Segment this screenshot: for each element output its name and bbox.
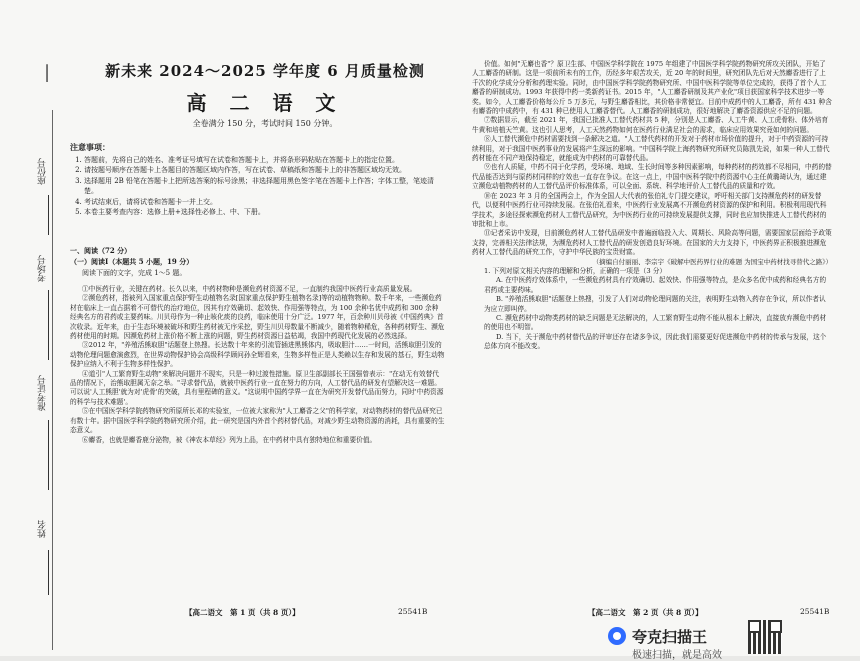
- exam-title: 新未来 2024～2025 学年度 6 月质量检测: [105, 62, 425, 80]
- paragraph: ④道引"人工繁育野生动物"来解决问题并不现实，只是一种过渡性措施。原卫生部副部长王国强曾表示："在动无有效替代品的情况下，治熊取胆属无奈之举。"寻求替代品，就被中医药行业一直在努力的方向，人工替代品的研发有望解决这一难题。可以说'人工熊胆'就为对'虎骨'的突破，具有里程碑的意义。"这说明中国药学界一直在为研究开发替代品而努力，同时'中药资源的科学与技术难题'。: [70, 369, 444, 406]
- scanner-brand: 夸克扫描王: [632, 628, 708, 646]
- scanner-slogan: 极速扫描，就是高效: [632, 650, 722, 661]
- side-exam-no-rule: [48, 290, 49, 360]
- question-stem: 1. 下列对原文相关内容的理解和分析，正确的一项是（3 分）: [484, 266, 667, 275]
- paragraph: ⑤在中国医学科学院药物研究所原所长邓的实验室，一位被大家称为"人工麝香之父"的科学家，对动物药材的替代品研究已有数十年。据中国医学科学院药物研究所介绍，此一研究是国内外首个药材替代品，对减少野生动物资源的消耗，具有重要的生态意义。: [70, 407, 445, 435]
- right-page-code: 25541B: [800, 607, 830, 616]
- scanner-logo-icon: [608, 627, 626, 645]
- reading-instruction: 阅读下面的文字，完成 1～5 题。: [82, 269, 187, 277]
- qr-code-icon: [748, 620, 782, 654]
- notes-item: 4. 考试结束后，请将试卷和答题卡一并上交。: [84, 197, 440, 208]
- punch-hole-mark: |: [44, 62, 51, 83]
- question-option: D. 当下，关于濒危中药材替代品的评审还存在诸多争议，因此我们需要更好促进濒危中药材的传承与发展，这个总体方向不能改变。: [484, 332, 827, 351]
- paragraph: ⑨也有人质疑，中药不同于化学药，受环境、地域、生长时间等多种因素影响，每种药材的药效都不尽相同，中药的替代品能否达到与原药材同样的疗效也一直存在争议。在这一点上，中国中医科学院中药资源中心主任黄璐琦认为，通过建立濒危动植物药材的人工替代品评价标准体系，可以全面、系统、科学地评价人工替代品的质量和疗效。: [472, 163, 832, 191]
- exam-subject: 高 二 语 文: [186, 91, 344, 115]
- paragraph: ②濒危药材，指被列入国家重点保护野生动植物名录[国家重点保护野生植物名录]等的动植物物种。数千年来，一些濒危药材在临床上一直占据着不可替代的治疗地位，因其有疗效确切、起效快、作用强等特点，为 100 余种名优中成药和 300 余种经典名方的君药或主要药味。川贝母作为一种止咳化痰的良药，临床使用十分广泛。1977 年，百余种川贝母被《中国药典》首次收录。近年来，由于生态环境被破坏和野生药材被无序采挖，野生川贝母数量不断减少，随着物种稀危，各种药材野生、濒危药材使用的时期。因濒危药材上涨价格不断上涨的问题，野生药材资源日益枯竭，我国中药现代化发展的必然选择。: [70, 294, 445, 341]
- notes-list: [70, 155, 440, 218]
- right-page-footer: 【高二语文 第 2 页（共 8 页）】: [588, 608, 703, 617]
- side-name-label: 姓名: [38, 520, 48, 538]
- side-name-rule: [48, 550, 49, 595]
- side-ticket-rule: [48, 420, 49, 490]
- right-page-body: [472, 60, 832, 352]
- left-page-code: 25541B: [398, 607, 428, 616]
- notes-item: 5. 本卷主要考查内容：选修上册+选择性必修上、中、下册。: [84, 207, 440, 218]
- question-option: B. "养殖活熊取胆"话题登上热搜，引发了人们对动物伦理问题的关注，表明野生动物入药存在争议，所以作者认为应立即叫停。: [484, 295, 826, 313]
- paragraph: 价值。如何"无麝也香"？原卫生部、中国医学科学院在 1975 年组建了中国医学科学院药物研究所攻关团队，开始了人工麝香的研制。这是一项前所未有的工作，历经多年艰苦攻关，近 20 年的时间里，研究团队先后对天然麝香进行了上千次的化学成分分析和药理实验。同时，由中国医学科学院药物研究所、中国中医科学院等单位完成的，获得了首个人工麝香的研制成功。1993 年获得中药一类新药证书。2015 年，"人工麝香研制及其产业化"项目获国家科学技术进步一等奖。如今，人工麝香价格每公斤 5 万多元，与野生麝香相比，其价格非常便宜。目前中成药中的人工麝香，所有 431 种含有麝香的中成药中，有 431 种已使用人工麝香替代。人工麝香的研制成功，很好地解决了麝香资源供应不足的问题。: [472, 60, 832, 116]
- paragraph: ⑧人工替代濒危中药材需要找到一条解决之道。"人工替代药材的开发对于药材市场价值的提升，对于中药资源的可持续利用，对于我国中医药事业的发展将产生深远的影响。"中国科学院上海药物研究所研究员陈凯先说，如果一种人工替代药材能在不同产地保持稳定，就能成为中药材的可靠替代品。: [472, 135, 830, 163]
- paragraph: ①中医药行业，关键在药材。长久以来，中药材物种是濒危药材资源不足，一直制约我国中医药行业高质量发展。: [82, 285, 417, 293]
- question-option: A. 在中医药疗效体系中，一些濒危药材具有疗效确切、起效快、作用强等特点，是众多名优中成药和经典名方的君药或主要药味。: [484, 276, 827, 294]
- side-exam-no-label: 考场号: [38, 255, 48, 282]
- notes-heading: 注意事项：: [70, 142, 110, 152]
- notes-item: 2. 请按题号顺序在答题卡上各题目的答题区域内作答，写在试卷、草稿纸和答题卡上的非答题区域均无效。: [84, 165, 440, 176]
- article-source: （摘编自付丽丽、李宗宇《破解中医药界行业的难题 为国宝中药材找寻替代之路》）: [592, 257, 832, 266]
- paragraph: ③2012 年，"养殖活熊取胆"话题登上热搜。长达数十年来的引流管插进黑熊体内，吸取胆汁……一时间，活熊取胆引发的动物伦理问题愈演愈烈，在世界动物保护协会高级科学顾问孙全辉看来，生物多样性正是人类赖以生存和发展的基石，野生动物保护应纳入不利于生物多样性保护。: [70, 341, 445, 369]
- section-heading: 一、阅读（72 分）: [70, 246, 132, 255]
- exam-subtitle: 全卷满分 150 分，考试时间 150 分钟。: [192, 119, 338, 128]
- paragraph: ⑪记者采访中发现，目前濒危药材人工替代品研发中普遍面临投入大、周期长、风险高等问题，需要国家层面给予政策支持，完善相关法律法规，为濒危药材人工替代品的研发创造良好环境。在国家的大力支持下，中医药界正积极推进濒危药材人工替代品的研究工作，守护中华民族的宝贵财富。: [472, 229, 832, 257]
- question-option: C. 濒危药材中动物类药材的缺乏问题是无法解决的，人工繁育野生动物不能从根本上解决，直接放弃濒危中药材的使用也不明智。: [484, 313, 827, 332]
- paragraph: ⑦数据显示，截至 2021 年，我国已批准人工替代药材共 5 种，分别是人工麝香、人工牛黄、人工虎骨粉、体外培育牛黄和培植天竺黄。这也引人思考，人工天然药物如何在医药行业满足社会的需求，临床应用效果究竟如何的问题。: [472, 116, 829, 134]
- subsection-heading: （一）阅读Ⅰ（本题共 5 小题，19 分）: [70, 257, 194, 266]
- notes-block: [70, 142, 440, 218]
- left-page-body: [70, 285, 445, 445]
- side-ticket-label: 准考证号: [38, 375, 48, 411]
- paragraph: ⑩在 2023 年 3 月的全国两会上，作为全国人大代表的张伯礼专门提交建议，呼吁相关部门支持濒危药材的研发替代，以便利中医药行业可持续发展。在张伯礼看来，中医药行业发展离不开濒危药材资源的保护和利用。积极利用现代科学技术，多途径探索濒危药材人工替代品研究，为中医药行业的可持续发展提供支撑，同时也应加快推进人工替代药材的审批和上市。: [472, 191, 827, 228]
- paragraph: ⑥麝香，也就是麝香鹿分泌物，被《神农本草经》列为上品，在中药材中具有独特地位和重要价值。: [82, 435, 377, 444]
- left-page-footer: 【高二语文 第 1 页（共 8 页）】: [185, 608, 300, 617]
- notes-item: 1. 答题前，先将自己的姓名、准考证号填写在试卷和答题卡上，并将条形码粘贴在答题卡上的指定位置。: [84, 155, 440, 166]
- binding-line: [52, 110, 53, 650]
- side-seat-rule: [48, 195, 49, 235]
- side-seat-label: 座位号: [38, 158, 48, 185]
- notes-item: 3. 选择题用 2B 铅笔在答题卡上把所选答案的标号涂黑；非选择题用黑色签字笔在答题卡上作答；字体工整，笔迹清楚。: [84, 176, 440, 197]
